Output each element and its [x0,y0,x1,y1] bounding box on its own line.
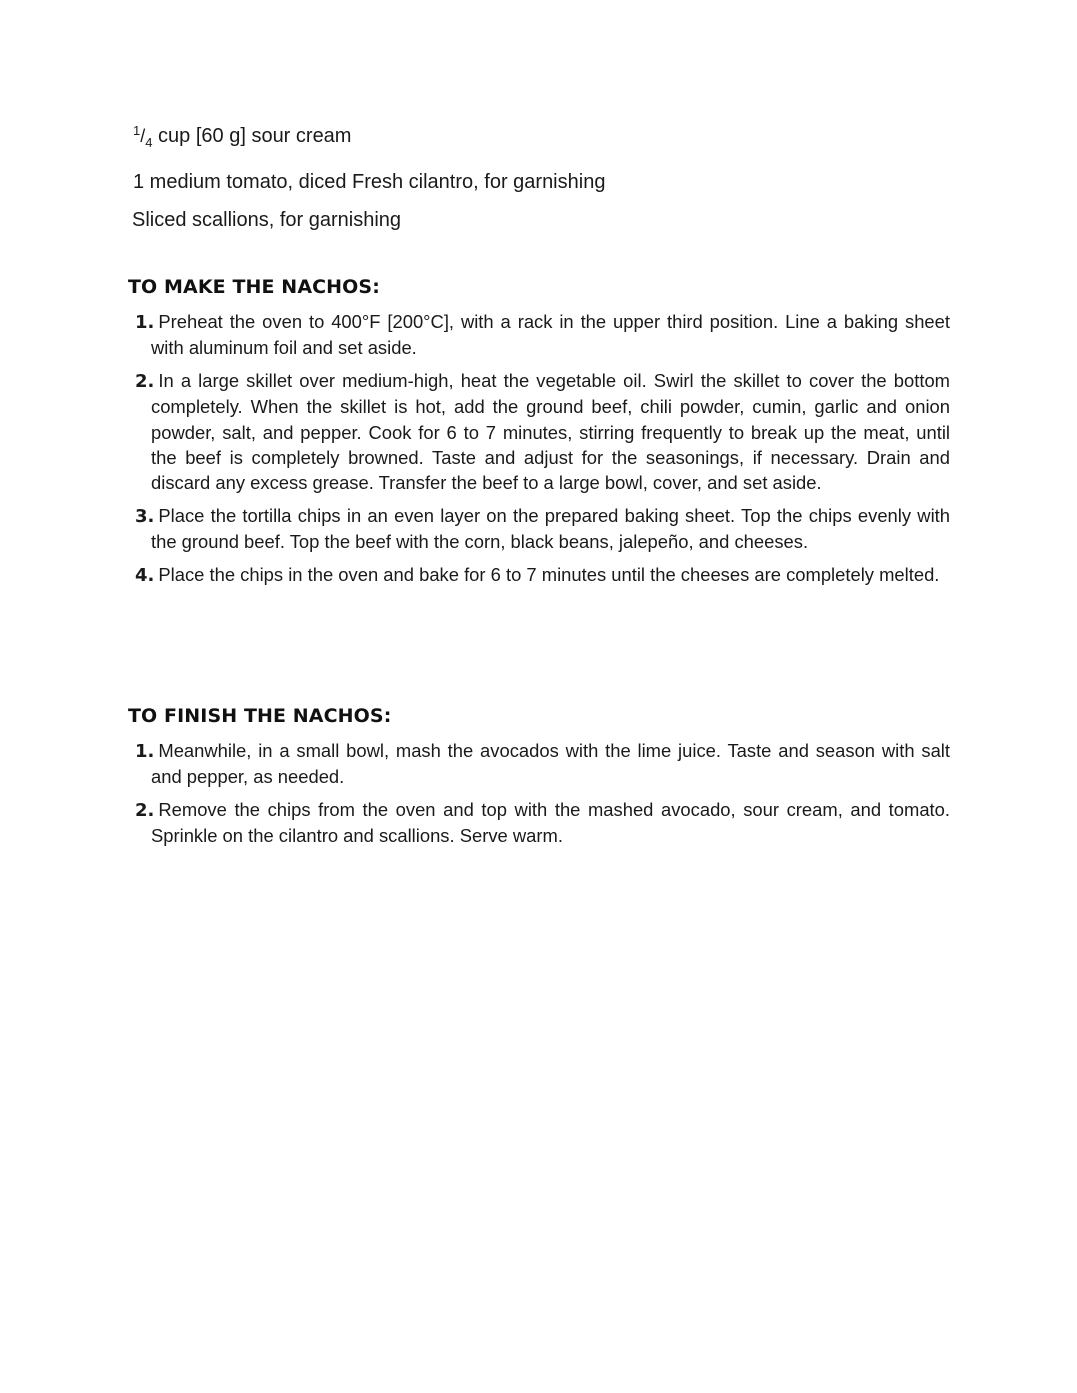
make-step-3 [128,503,950,555]
quarter-fraction: $^1/_4$ [133,123,153,150]
make-step-1 [128,309,950,361]
step-number: 4. [135,565,155,587]
ingredient-tomato-cilantro: 1 medium tomato, diced Fresh cilantro, for garnishing [133,171,606,193]
step-text: Preheat the oven to 400°F [200°C], with a rack in the upper third position. Line a baking sheet with aluminum foil and set aside. [151,311,950,359]
step-text: Place the tortilla chips in an even layer on the prepared baking sheet. Top the chips evenly with the ground beef. Top the beef with the corn, black beans, jalepeño, and cheeses. [151,505,950,553]
make-nachos-heading: TO MAKE THE NACHOS: [128,276,380,298]
step-text: Meanwhile, in a small bowl, mash the avocados with the lime juice. Taste and season with salt and pepper, as needed. [151,740,950,788]
ingredient-scallions: Sliced scallions, for garnishing [132,209,402,231]
step-text: Place the chips in the oven and bake for 6 to 7 minutes until the cheeses are completely melted. [158,564,940,586]
step-number: 3. [135,506,155,528]
make-steps-list [128,309,950,588]
step-number: 1. [135,741,155,762]
step-text: In a large skillet over medium-high, heat the vegetable oil. Swirl the skillet to cover the bottom completely. When the skillet is hot, add the ground beef, chili powder, cumin, garlic and onion powder, salt, and pepper. Cook for 6 to 7 minutes, stirring frequently to break up the meat, until the beef is completely browned. Taste and adjust for the seasonings, if necessary. Drain and discard any excess grease. Transfer the beef to a large bowl, cover, and set aside. [151,370,950,494]
make-step-4 [128,562,950,588]
finish-steps-list [128,738,950,849]
make-step-2 [128,368,950,495]
finish-step-2 [128,797,950,849]
finish-nachos-section [128,705,950,856]
ingredient-text: cup [60 g] sour cream [152,125,352,147]
ingredient-sour-cream [133,124,351,148]
step-number: 1. [135,312,155,333]
finish-step-1 [128,738,950,790]
step-text: Remove the chips from the oven and top with the mashed avocado, sour cream, and tomato. Sprinkle on the cilantro and scallions. Serve warm. [151,799,950,847]
step-number: 2. [135,800,155,822]
make-nachos-section [128,276,950,596]
finish-nachos-heading: TO FINISH THE NACHOS: [128,705,392,727]
step-number: 2. [135,371,155,393]
